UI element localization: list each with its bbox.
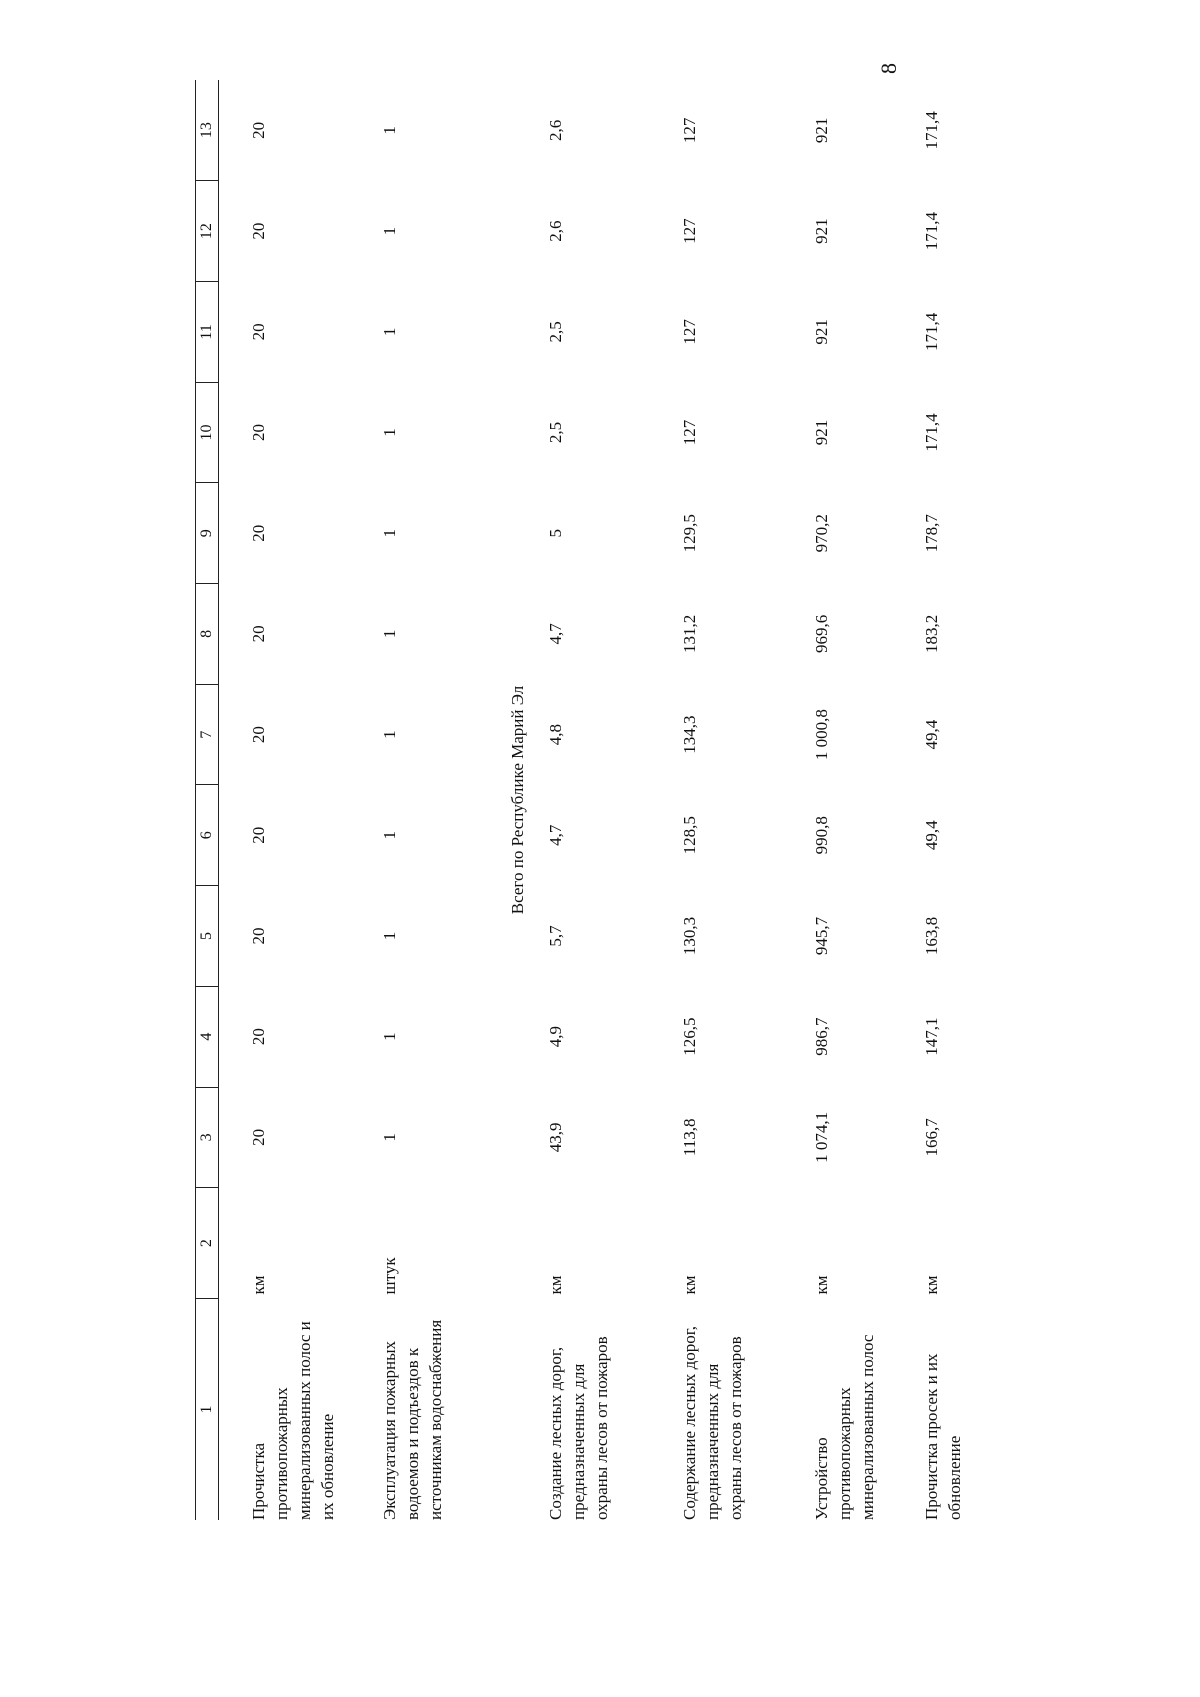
value-cell: 163,8 [922, 916, 941, 956]
row-name: Прочистка противопожарных минерализованных полос и их обновление [249, 1321, 337, 1520]
value-cell: 20 [249, 424, 268, 442]
row-name: Прочистка просек и их обновление [922, 1353, 964, 1520]
value-cell: 129,5 [680, 514, 699, 553]
value-cell: 1 [380, 528, 399, 538]
value-cell: 921 [812, 117, 831, 144]
table-row [219, 80, 361, 1520]
value-cell: 1 [380, 1133, 399, 1142]
value-cell: 4,8 [546, 723, 565, 746]
header-cell: 9 [196, 483, 219, 584]
header-cell: 11 [196, 282, 219, 383]
value-cell: 2,5 [546, 321, 565, 343]
value-cell: 970,2 [812, 514, 831, 553]
row-name: Содержание лесных дорог, предназначенных для охраны лесов от пожаров [680, 1325, 745, 1520]
value-cell: 1 [380, 931, 399, 941]
value-cell: 49,4 [922, 820, 941, 851]
value-cell: 2,6 [546, 119, 565, 142]
value-cell: 20 [249, 726, 268, 744]
row-unit: км [546, 1275, 565, 1295]
value-cell: 20 [249, 826, 268, 844]
value-cell: 20 [249, 927, 268, 945]
value-cell: 1 [380, 428, 399, 437]
value-cell: 1 [380, 327, 399, 337]
value-cell: 1 000,8 [812, 709, 831, 761]
value-cell: 178,7 [922, 514, 941, 553]
value-cell: 49,4 [922, 719, 941, 750]
value-cell: 171,4 [922, 312, 941, 351]
value-cell: 171,4 [922, 413, 941, 452]
header-cell: 10 [196, 382, 219, 483]
row-name: Устройство противопожарных минерализованных полос [812, 1334, 877, 1520]
value-cell: 1 [380, 730, 399, 739]
value-cell: 986,7 [812, 1017, 831, 1056]
value-cell: 5,7 [546, 925, 565, 947]
value-cell: 4,9 [546, 1026, 565, 1048]
value-cell: 166,7 [922, 1118, 941, 1157]
table-row [794, 80, 906, 1520]
value-cell: 2,6 [546, 220, 565, 242]
value-cell: 171,4 [922, 111, 941, 150]
table-row [530, 80, 662, 1520]
value-cell: 945,7 [812, 916, 831, 956]
value-cell: 1 [380, 1032, 399, 1041]
value-cell: 127 [680, 218, 699, 244]
value-cell: 43,9 [546, 1122, 565, 1153]
forest-fire-measures-table [195, 80, 966, 1520]
value-cell: 131,2 [680, 614, 699, 654]
value-cell: 20 [249, 323, 268, 341]
value-cell: 1 [380, 629, 399, 639]
region-row [488, 80, 530, 1520]
value-cell: 127 [680, 117, 699, 144]
value-cell: 20 [249, 625, 268, 643]
value-cell: 128,5 [680, 816, 699, 855]
value-cell: 130,3 [680, 916, 699, 956]
row-unit: км [249, 1275, 268, 1295]
header-cell: 7 [196, 684, 219, 785]
value-cell: 20 [249, 1028, 268, 1046]
row-unit: км [922, 1275, 941, 1295]
value-cell: 20 [249, 524, 268, 542]
header-cell: 6 [196, 785, 219, 886]
value-cell: 4,7 [546, 623, 565, 645]
value-cell: 127 [680, 419, 699, 446]
row-name: Эксплуатация пожарных водоемов и подъездов к источникам водоснабжения [380, 1319, 445, 1520]
header-cell: 13 [196, 80, 219, 181]
header-cell: 1 [196, 1298, 219, 1520]
table-row [360, 80, 488, 1520]
value-cell: 127 [680, 319, 699, 345]
value-cell: 969,6 [812, 614, 831, 654]
value-cell: 147,1 [922, 1017, 941, 1056]
value-cell: 921 [812, 218, 831, 244]
header-cell: 12 [196, 181, 219, 282]
value-cell: 171,4 [922, 212, 941, 251]
page-number: 8 [876, 63, 901, 74]
value-cell: 1 [380, 226, 399, 236]
row-unit: штук [380, 1257, 399, 1295]
region-label: Всего по Республике Марий Эл [508, 685, 527, 915]
value-cell: 1 [380, 831, 399, 840]
header-cell: 8 [196, 584, 219, 685]
header-cell: 3 [196, 1087, 219, 1188]
value-cell: 134,3 [680, 715, 699, 754]
value-cell: 990,8 [812, 816, 831, 855]
value-cell: 921 [812, 419, 831, 446]
header-cell: 4 [196, 986, 219, 1087]
value-cell: 5 [546, 528, 565, 538]
table-row [906, 80, 966, 1520]
value-cell: 183,2 [922, 614, 941, 654]
value-cell: 1 [380, 126, 399, 135]
row-name: Создание лесных дорог, предназначенных для охраны лесов от пожаров [546, 1336, 611, 1520]
value-cell: 113,8 [680, 1118, 699, 1157]
value-cell: 20 [249, 121, 268, 139]
table-row [662, 80, 794, 1520]
value-cell: 1 074,1 [812, 1111, 831, 1163]
header-cell: 5 [196, 886, 219, 987]
header-row [196, 80, 219, 1520]
value-cell: 2,5 [546, 421, 565, 444]
value-cell: 921 [812, 319, 831, 345]
value-cell: 4,7 [546, 824, 565, 846]
value-cell: 20 [249, 1128, 268, 1146]
header-cell: 2 [196, 1188, 219, 1299]
value-cell: 126,5 [680, 1017, 699, 1056]
row-unit: км [680, 1275, 699, 1295]
row-unit: км [812, 1275, 831, 1295]
value-cell: 20 [249, 222, 268, 240]
rotated-table-sheet [195, 80, 975, 1520]
